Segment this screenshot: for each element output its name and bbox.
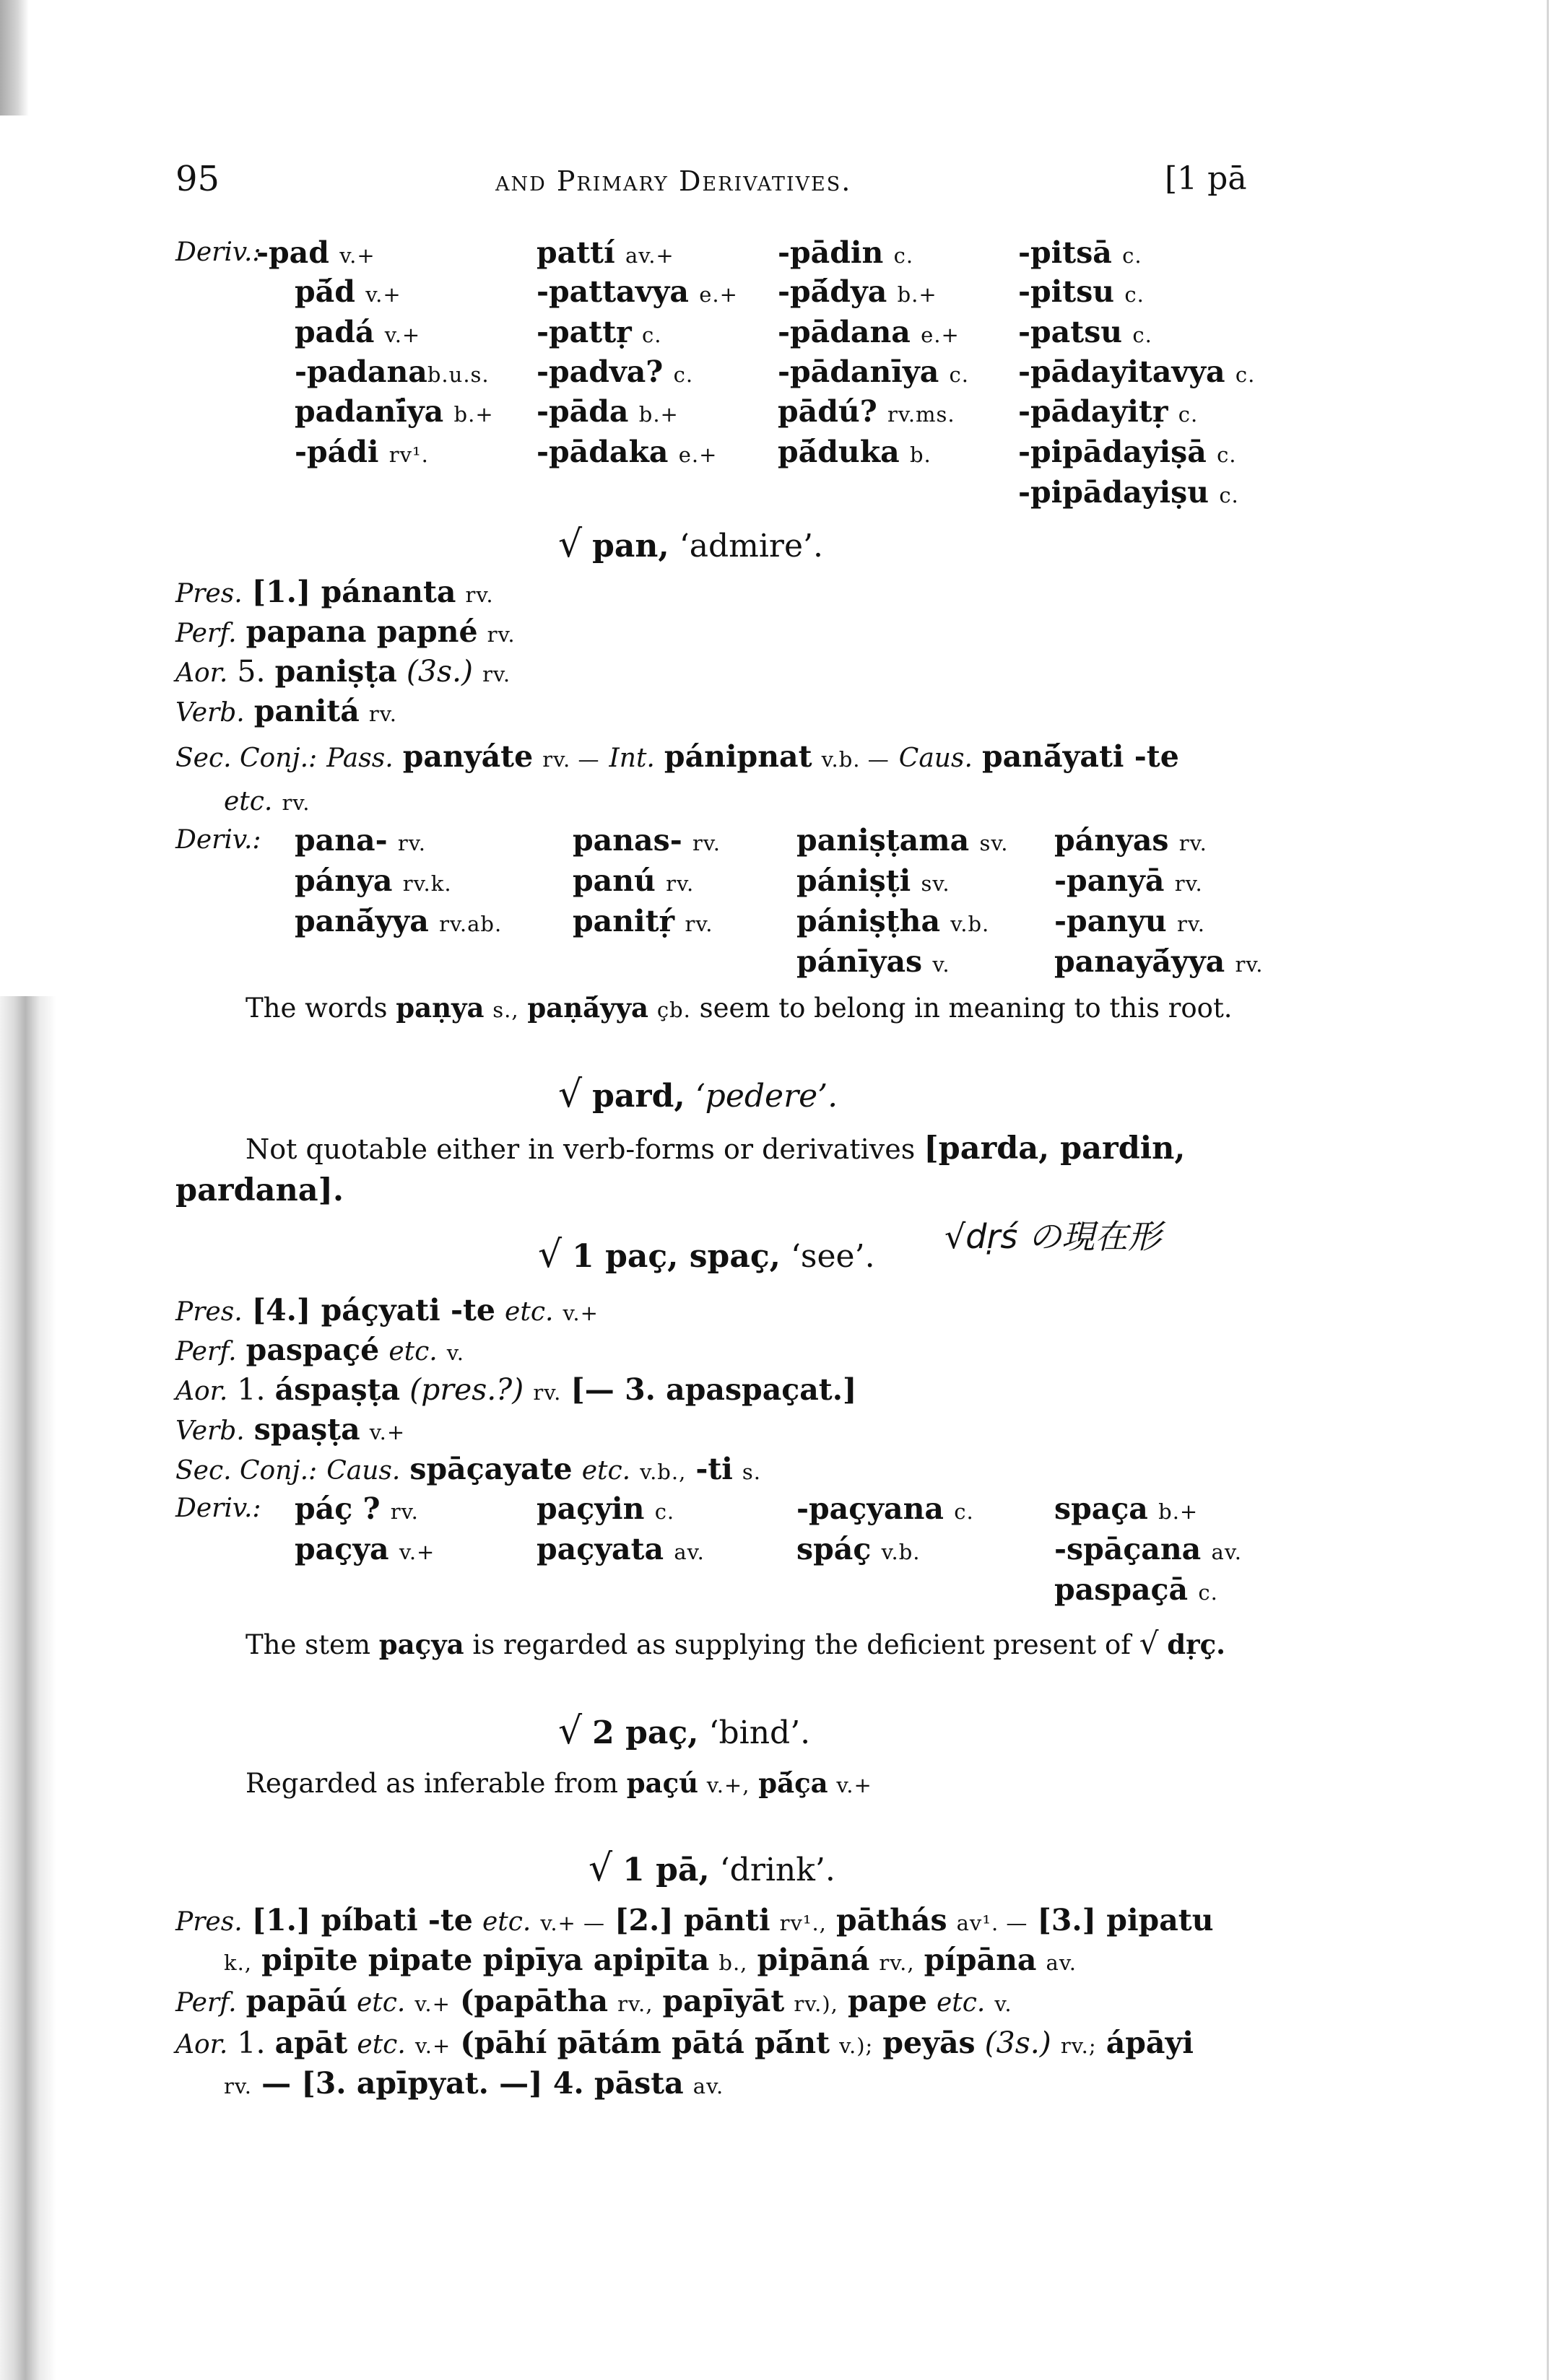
source: c. <box>893 243 914 268</box>
running-root: [1 pā <box>1165 160 1247 197</box>
scan-edge-shadow <box>0 996 56 2380</box>
entry: panú rv. <box>573 863 695 898</box>
word: -pādin <box>778 235 884 270</box>
source: c. <box>1132 323 1152 347</box>
source: c. <box>1217 443 1237 467</box>
running-title: and Primary Derivatives. <box>495 165 852 197</box>
source: c. <box>642 323 662 347</box>
source: b.u.s. <box>427 362 490 387</box>
paragraph-line: Not quotable either in verb-forms or derivatives [parda, pardin, <box>246 1130 1186 1167</box>
entry <box>537 394 679 429</box>
paragraph-line: Regarded as inferable from paçú v.+, pā́ça v.+ <box>246 1767 872 1799</box>
word: -pad <box>256 235 329 270</box>
entry <box>1018 394 1199 429</box>
paragraph-line: pardana]. <box>175 1172 344 1208</box>
entry <box>778 394 955 429</box>
word: -pā́dya <box>778 274 887 309</box>
word: -pattavya <box>537 274 689 309</box>
scan-edge-shadow-top <box>0 0 29 115</box>
word: -pipādayiṣā <box>1018 435 1207 469</box>
word: pādú? <box>778 394 877 429</box>
word: pā́d <box>295 274 355 309</box>
word: -pāda <box>537 394 629 429</box>
word: pattí <box>537 235 615 270</box>
entry: -spāçana av. <box>1054 1532 1242 1566</box>
entry <box>295 437 429 467</box>
deriv-label: Deriv.: <box>175 1494 261 1523</box>
word: -padana <box>295 354 427 389</box>
root-heading-pac2: √ 2 paç, ‘bind’. <box>558 1709 811 1753</box>
entry: panā́yya rv.ab. <box>295 904 503 938</box>
entry: spaça b.+ <box>1054 1491 1199 1526</box>
verb-line: Verb. spaṣṭa v.+ <box>175 1412 406 1447</box>
entry: pániṣṭha v.b. <box>796 904 990 938</box>
sec-conj-line: Sec. Conj.: Caus. spāçayate etc. v.b., -ti s. <box>175 1452 762 1486</box>
verb-line: Verb. panitá rv. <box>175 694 397 728</box>
source: c. <box>1235 362 1256 387</box>
entry: spáç v.b. <box>796 1532 921 1566</box>
word: -pādayitṛ <box>1018 394 1168 429</box>
sec-conj-cont: etc. rv. <box>224 787 311 816</box>
entry: -paçyana c. <box>796 1491 974 1526</box>
entry <box>1018 354 1256 389</box>
source: c. <box>1219 483 1239 507</box>
word: -pādanīya <box>778 354 939 389</box>
source: c. <box>673 362 694 387</box>
entry <box>537 437 717 467</box>
source: c. <box>949 362 970 387</box>
radical-sign: √ <box>558 523 583 566</box>
note-line: The words paṇya s., paṇā́yya çb. seem to belong in meaning to this root. <box>246 992 1233 1024</box>
entry: panayā́yya rv. <box>1054 944 1264 979</box>
entry <box>256 235 375 270</box>
entry <box>778 315 960 349</box>
source: av.+ <box>625 243 674 268</box>
entry <box>537 274 738 309</box>
source: b.+ <box>897 282 937 307</box>
perf-line: Perf. papāú etc. v.+ (papātha rv., papīyāt rv.), pape etc. v. <box>175 1984 1012 2018</box>
entry <box>1018 235 1142 270</box>
deriv-label: Deriv.: <box>175 237 261 267</box>
entry: panitṛ́ rv. <box>573 904 713 938</box>
root-heading-pan: √ pan, ‘admire’. <box>558 523 823 566</box>
word: -pitsā <box>1018 235 1112 270</box>
root-heading-pa1: √ 1 pā, ‘drink’. <box>589 1847 835 1890</box>
source: v.+ <box>384 323 421 347</box>
entry <box>295 354 490 389</box>
entry <box>778 274 937 309</box>
word: padanī́ya <box>295 394 444 429</box>
aor-line-cont: rv. — [3. apīpyat. —] 4. pāsta av. <box>224 2066 724 2101</box>
entry: pániṣṭi sv. <box>796 863 950 898</box>
entry: -panyā rv. <box>1054 863 1203 898</box>
entry <box>778 354 970 389</box>
source: rv¹. <box>388 443 429 467</box>
source: e.+ <box>678 443 718 467</box>
entry: paçya v.+ <box>295 1532 435 1566</box>
word: pā́duka <box>778 435 900 469</box>
scan-edge-line <box>1547 0 1549 2380</box>
root-heading-pard: √ pard, ‘pedere’. <box>558 1073 838 1116</box>
handwritten-note: √dṛś の現在形 <box>944 1217 1162 1256</box>
deriv-label: Deriv.: <box>175 825 261 855</box>
source: c. <box>1122 243 1142 268</box>
entry: pánya rv.k. <box>295 863 452 898</box>
entry: panas- rv. <box>573 823 721 858</box>
entry: paçyata av. <box>537 1532 705 1566</box>
pres-line: Pres. [1.] píbati -te etc. v.+ — [2.] pānti rv¹., pāthás av¹. — [3.] pipatu <box>175 1903 1214 1937</box>
pres-line: Pres. [1.] pánanta rv. <box>175 575 494 609</box>
entry: páç ? rv. <box>295 1491 419 1526</box>
word: -padva? <box>537 354 664 389</box>
entry <box>1018 437 1237 467</box>
word: -patsu <box>1018 315 1123 349</box>
source: b. <box>909 443 932 467</box>
word: -pádi <box>295 435 379 469</box>
source: e.+ <box>921 323 960 347</box>
entry: paniṣṭama sv. <box>796 823 1009 858</box>
entry: pánīyas v. <box>796 944 950 979</box>
source: c. <box>1124 282 1145 307</box>
entry: paçyin c. <box>537 1491 675 1526</box>
entry <box>537 354 694 389</box>
aor-line: Aor. 1. apāt etc. v.+ (pāhí pātám pātá pā́nt v.); peyās (3s.) rv.; ápāyi <box>175 2026 1194 2060</box>
word: -pattṛ <box>537 315 632 349</box>
pres-line: Pres. [4.] páçyati -te etc. v.+ <box>175 1293 599 1328</box>
source: c. <box>1178 402 1199 427</box>
entry <box>778 437 932 467</box>
source: b.+ <box>453 402 494 427</box>
entry <box>1018 274 1145 309</box>
source: e.+ <box>699 282 738 307</box>
root-heading-pac1: √ 1 paç, spaç, ‘see’. <box>538 1233 875 1276</box>
perf-line: Perf. paspaçé etc. v. <box>175 1333 464 1367</box>
sec-conj-line: Sec. Conj.: Pass. panyáte rv. — Int. pánipnat v.b. — Caus. panā́yati -te <box>175 739 1179 774</box>
aor-line: Aor. 1. áspaṣṭa (pres.?) rv. [— 3. apaspaçat.] <box>175 1372 857 1407</box>
word: padá <box>295 315 375 349</box>
entry: paspaçā c. <box>1054 1572 1218 1607</box>
word: -pādaka <box>537 435 669 469</box>
entry: -panyu rv. <box>1054 904 1206 938</box>
source: rv.ms. <box>887 402 955 427</box>
entry <box>1018 475 1239 510</box>
entry <box>537 235 674 270</box>
pres-line-cont: k., pipīte pipate pipīya apipīta b., pipāná rv., pípāna av. <box>224 1943 1077 1977</box>
entry <box>778 235 914 270</box>
perf-line: Perf. papana papné rv. <box>175 614 516 649</box>
aor-line: Aor. 5. paniṣṭa (3s.) rv. <box>175 654 511 689</box>
source: b.+ <box>638 402 679 427</box>
entry: pana- rv. <box>295 823 426 858</box>
page-number: 95 <box>175 159 220 199</box>
entry <box>295 274 401 309</box>
entry: pányas rv. <box>1054 823 1207 858</box>
word: -pitsu <box>1018 274 1115 309</box>
entry <box>295 394 494 429</box>
note-line: The stem paçya is regarded as supplying the deficient present of √ dṛç. <box>246 1626 1226 1661</box>
entry <box>1018 315 1152 349</box>
source: v.+ <box>365 282 401 307</box>
word: -pipādayiṣu <box>1018 475 1210 510</box>
source: v.+ <box>339 243 375 268</box>
entry <box>295 315 421 349</box>
word: -pādana <box>778 315 911 349</box>
entry <box>537 315 662 349</box>
word: -pādayitavya <box>1018 354 1225 389</box>
